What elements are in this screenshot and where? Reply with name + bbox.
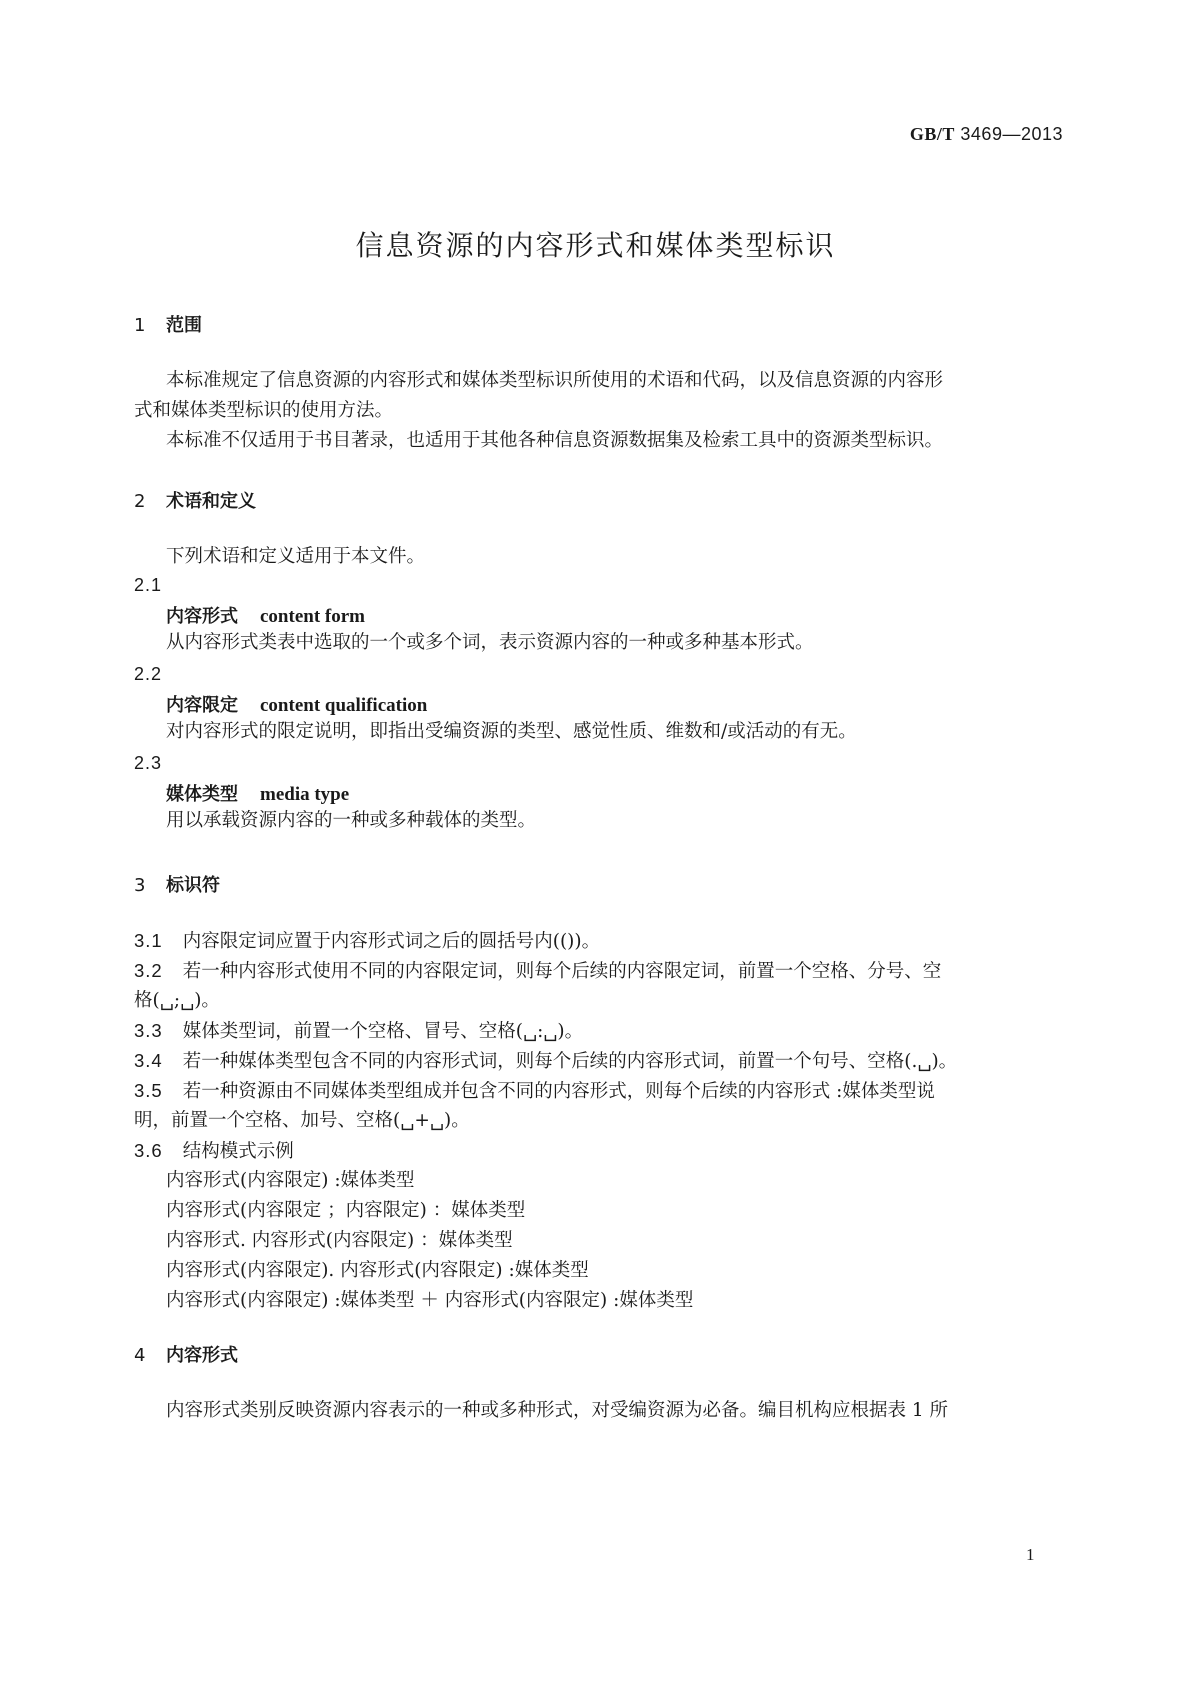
document-title: 信息资源的内容形式和媒体类型标识 — [355, 229, 836, 262]
term-number: 2.1 — [134, 575, 163, 595]
clause-number: 3.2 — [134, 960, 163, 981]
term-definition: 用以承载资源内容的一种或多种载体的类型。 — [166, 810, 537, 831]
page-number: 1 — [1026, 1545, 1035, 1564]
content-form-paragraph: 内容形式类别反映资源内容表示的一种或多种形式，对受编资源为必备。编目机构应根据表 1 所 — [166, 1400, 949, 1421]
clause-text: 内容限定词应置于内容形式词之后的圆括号内(())。 — [182, 931, 601, 952]
clause-number: 3.6 — [134, 1140, 163, 1161]
term-chinese: 内容限定 — [166, 695, 238, 716]
structure-example: 内容形式(内容限定) :媒体类型 ＋ 内容形式(内容限定) :媒体类型 — [166, 1290, 694, 1311]
clause-text: 若一种内容形式使用不同的内容限定词，则每个后续的内容限定词，前置一个空格、分号、空 — [182, 961, 942, 982]
standard-number: 3469—2013 — [960, 124, 1063, 144]
section-number: 2 — [134, 491, 146, 512]
term-heading — [166, 780, 349, 806]
section-title: 术语和定义 — [166, 491, 256, 512]
clause-number: 3.4 — [134, 1050, 163, 1071]
clause-number: 3.1 — [134, 930, 163, 951]
clause-text: 媒体类型词，前置一个空格、冒号、空格(␣:␣)。 — [182, 1021, 584, 1042]
scope-paragraph-1-line-1: 本标准规定了信息资源的内容形式和媒体类型标识所使用的术语和代码，以及信息资源的内容形 — [166, 370, 944, 391]
section-title: 标识符 — [166, 875, 220, 896]
clause-3-3 — [134, 1016, 583, 1047]
clause-3-6 — [134, 1136, 294, 1167]
section-2-heading — [134, 487, 256, 513]
clause-3-5-continued: 明，前置一个空格、加号、空格(␣+␣)。 — [134, 1110, 470, 1131]
section-number: 4 — [134, 1345, 146, 1366]
structure-example: 内容形式(内容限定). 内容形式(内容限定) :媒体类型 — [166, 1260, 589, 1281]
clause-text: 结构模式示例 — [182, 1141, 294, 1162]
standard-prefix: GB/T — [909, 124, 955, 144]
clause-3-1 — [134, 926, 600, 957]
terms-intro: 下列术语和定义适用于本文件。 — [166, 546, 426, 567]
structure-example: 内容形式(内容限定) :媒体类型 — [166, 1170, 415, 1191]
clause-3-2 — [134, 956, 941, 987]
section-3-heading — [134, 871, 220, 897]
clause-text: 若一种资源由不同媒体类型组成并包含不同的内容形式，则每个后续的内容形式 :媒体类型说 — [182, 1081, 935, 1102]
term-definition: 从内容形式类表中选取的一个或多个词，表示资源内容的一种或多种基本形式。 — [166, 632, 814, 653]
section-4-heading — [134, 1341, 238, 1367]
term-chinese: 内容形式 — [166, 606, 238, 627]
structure-example: 内容形式. 内容形式(内容限定) ：媒体类型 — [166, 1230, 513, 1251]
clause-number: 3.5 — [134, 1080, 163, 1101]
section-number: 3 — [134, 875, 146, 896]
term-heading — [166, 602, 365, 628]
section-title: 内容形式 — [166, 1345, 238, 1366]
clause-3-5 — [134, 1076, 935, 1107]
scope-paragraph-1-line-2: 式和媒体类型标识的使用方法。 — [134, 400, 394, 421]
section-1-heading — [134, 311, 202, 337]
section-number: 1 — [134, 315, 146, 336]
clause-text: 若一种媒体类型包含不同的内容形式词，则每个后续的内容形式词，前置一个句号、空格(.␣)。 — [182, 1051, 958, 1072]
term-number: 2.3 — [134, 753, 163, 773]
clause-3-4 — [134, 1046, 957, 1077]
structure-example: 内容形式(内容限定 ；内容限定) ：媒体类型 — [166, 1200, 526, 1221]
term-heading — [166, 691, 427, 717]
section-title: 范围 — [166, 315, 202, 336]
clause-number: 3.3 — [134, 1020, 163, 1041]
term-definition: 对内容形式的限定说明，即指出受编资源的类型、感觉性质、维数和/或活动的有无。 — [166, 721, 857, 742]
term-chinese: 媒体类型 — [166, 784, 238, 805]
term-english: media type — [260, 784, 350, 805]
scope-paragraph-2: 本标准不仅适用于书目著录，也适用于其他各种信息资源数据集及检索工具中的资源类型标识。 — [166, 430, 944, 451]
term-number: 2.2 — [134, 664, 163, 684]
term-english: content form — [260, 606, 365, 627]
term-english: content qualification — [260, 695, 428, 716]
clause-3-2-continued: 格(␣;␣)。 — [134, 990, 220, 1011]
standard-code — [910, 124, 1063, 145]
